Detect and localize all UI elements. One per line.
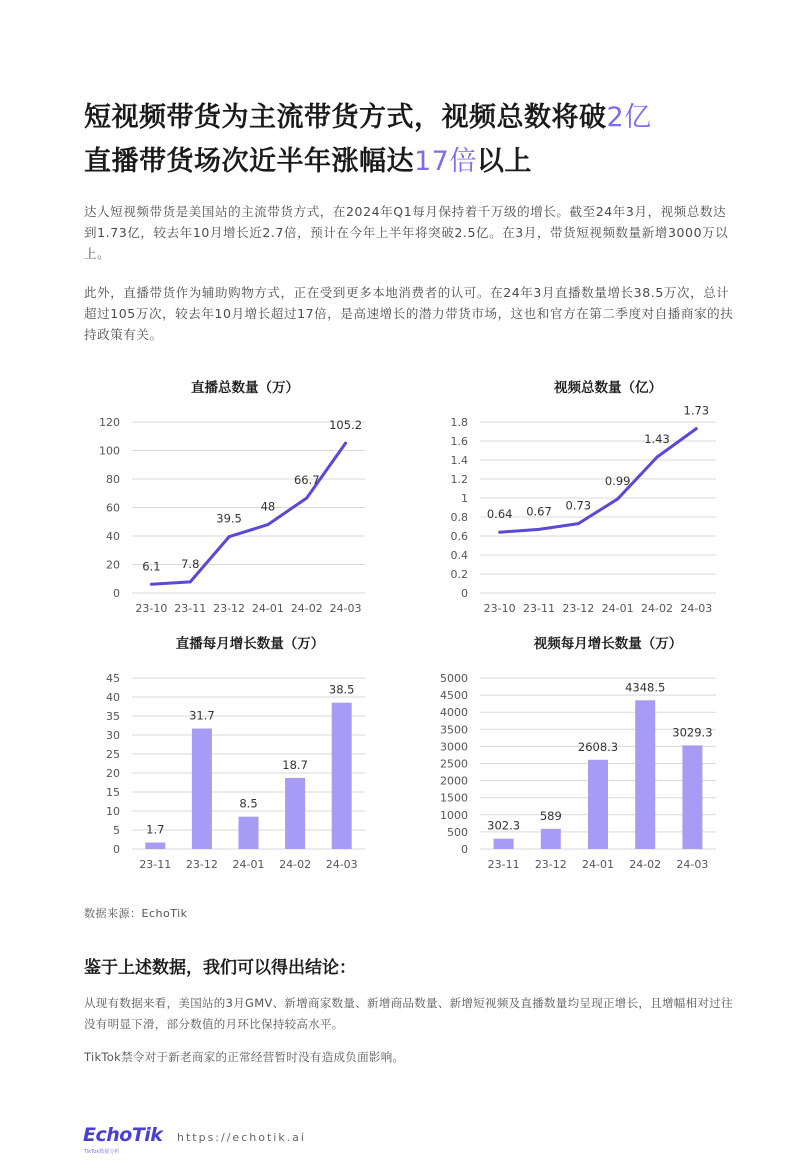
x-tick-label: 23-12 [562, 602, 595, 615]
x-tick-label: 23-11 [523, 602, 555, 615]
y-tick-label: 0.2 [450, 568, 468, 581]
chart-live-monthly [80, 628, 380, 878]
y-tick-label: 1 [461, 492, 468, 505]
data-label: 4348.5 [625, 680, 666, 695]
data-label: 0.64 [486, 507, 513, 522]
y-tick-label: 1.4 [450, 454, 468, 467]
data-label: 39.5 [216, 511, 242, 526]
data-label: 8.5 [239, 796, 258, 811]
x-tick-label: 23-12 [213, 602, 246, 615]
data-label: 0.73 [565, 498, 592, 513]
data-label: 302.3 [487, 818, 521, 833]
y-tick-label: 3500 [440, 723, 468, 737]
y-tick-label: 3000 [440, 740, 468, 754]
bar [588, 760, 608, 849]
echotik-logo-subtitle: TikTok数据分析 [84, 1149, 120, 1155]
y-tick-label: 1.8 [450, 416, 468, 429]
data-point [150, 583, 153, 586]
x-tick-label: 24-02 [629, 858, 662, 871]
y-tick-label: 25 [106, 748, 120, 761]
data-label: 2608.3 [577, 739, 619, 754]
page-title [84, 96, 652, 184]
title-line-2: 直播带货场次近半年涨幅达17倍以上 [84, 146, 532, 177]
y-tick-label: 4500 [440, 689, 468, 703]
data-label: 31.7 [189, 708, 215, 723]
y-tick-label: 80 [106, 473, 120, 486]
chart-video-total-svg [420, 372, 730, 622]
bar [541, 829, 561, 849]
title-highlight-2: 17倍 [414, 146, 477, 177]
title-line-1: 短视频带货为主流带货方式，视频总数将破2亿 [84, 102, 652, 133]
y-tick-label: 1.6 [450, 435, 468, 448]
y-tick-label: 0 [461, 587, 468, 600]
bar [682, 745, 702, 849]
chart-video-monthly [420, 628, 730, 878]
x-tick-label: 24-02 [641, 602, 673, 615]
data-point [695, 427, 698, 430]
data-source: 数据来源：EchoTik [84, 907, 188, 920]
data-label: 1.7 [146, 822, 165, 837]
footer-url-link[interactable]: https://echotik.ai [177, 1131, 306, 1144]
data-point [305, 496, 308, 499]
data-label: 3029.3 [672, 725, 713, 740]
y-tick-label: 35 [106, 710, 120, 723]
chart-live-total-svg [80, 372, 380, 622]
conclusion-item-1: 从现有数据来看，美国站的3月GMV、新增商家数量、新增商品数量、新增短视频及直播数量均呈现正增长，且增幅相对过往没有明显下滑，部分数值的月环比保持较高水平。 [84, 996, 733, 1031]
y-tick-label: 0.8 [450, 511, 468, 524]
y-tick-label: 45 [106, 672, 120, 685]
data-label: 66.7 [293, 472, 320, 487]
chart-title: 视频总数量（亿） [554, 380, 662, 396]
y-tick-label: 20 [106, 767, 120, 780]
y-tick-label: 1.2 [450, 473, 468, 486]
data-point [344, 442, 347, 445]
x-tick-label: 23-10 [483, 602, 516, 615]
y-tick-label: 40 [106, 691, 120, 704]
x-tick-label: 24-02 [279, 858, 312, 871]
data-label: 0.99 [604, 473, 631, 488]
conclusion-item-2: TikTok禁令对于新老商家的正常经营暂时没有造成负面影响。 [84, 1050, 405, 1064]
y-tick-label: 15 [106, 786, 120, 799]
chart-title: 直播每月增长数量（万） [175, 636, 325, 652]
x-tick-label: 24-02 [290, 602, 323, 615]
data-label: 589 [539, 808, 562, 823]
x-tick-label: 24-03 [676, 858, 709, 871]
y-tick-label: 60 [106, 501, 120, 515]
y-tick-label: 0 [113, 587, 120, 600]
x-tick-label: 24-03 [325, 858, 358, 871]
data-point [577, 522, 580, 525]
chart-live-monthly-svg [80, 628, 380, 878]
y-tick-label: 40 [106, 530, 120, 543]
data-label: 1.43 [644, 432, 670, 447]
y-tick-label: 500 [447, 825, 468, 839]
chart-live-total [80, 372, 380, 622]
x-tick-label: 23-11 [487, 858, 520, 871]
bar [239, 817, 259, 849]
bar [145, 843, 165, 849]
data-label: 105.2 [329, 418, 363, 433]
data-label: 6.1 [142, 559, 161, 574]
y-tick-label: 2000 [440, 774, 468, 788]
data-point [266, 523, 269, 526]
y-tick-label: 0 [461, 843, 468, 856]
data-point [498, 531, 501, 534]
data-point [228, 535, 231, 538]
x-tick-label: 23-12 [534, 858, 567, 871]
data-point [616, 497, 619, 500]
x-tick-label: 23-11 [139, 858, 172, 871]
x-tick-label: 23-10 [135, 602, 168, 615]
x-tick-label: 24-01 [582, 858, 614, 871]
x-tick-label: 24-01 [232, 858, 265, 871]
y-tick-label: 10 [106, 805, 120, 818]
bar [285, 778, 305, 849]
chart-video-total [420, 372, 730, 622]
data-label: 38.5 [328, 682, 355, 697]
chart-title: 直播总数量（万） [191, 380, 299, 396]
title-highlight-1: 2亿 [606, 102, 652, 133]
bar [635, 700, 655, 849]
chart-video-monthly-svg [420, 628, 730, 878]
data-point [656, 456, 659, 459]
y-tick-label: 5000 [440, 672, 468, 685]
y-tick-label: 2500 [440, 757, 468, 771]
y-tick-label: 0.6 [450, 530, 468, 543]
bar [494, 839, 514, 849]
y-tick-label: 1000 [440, 808, 468, 822]
data-label: 18.7 [282, 757, 308, 772]
y-tick-label: 1500 [440, 791, 468, 805]
bar [332, 703, 352, 849]
y-tick-label: 0.4 [450, 549, 468, 562]
intro-paragraph-1: 达人短视频带货是美国站的主流带货方式，在2024年Q1每月保持着千万级的增长。截至24年3月，视频总数达到1.73亿，较去年10月增长近2.7倍，预计在今年上半年将突破2.5亿。在3月，带货短视频数量新增3000万以上。 [84, 204, 729, 261]
echotik-logo: EchoTik [83, 1124, 163, 1146]
chart-title: 视频每月增长数量（万） [533, 636, 683, 652]
data-label: 7.8 [181, 556, 200, 571]
data-label: 48 [260, 499, 276, 514]
conclusion-title: 鉴于上述数据，我们可以得出结论： [84, 958, 356, 978]
y-tick-label: 20 [106, 558, 120, 572]
y-tick-label: 30 [106, 729, 120, 742]
x-tick-label: 24-01 [251, 602, 284, 615]
y-tick-label: 120 [99, 416, 120, 429]
intro-paragraph-2: 此外，直播带货作为辅助购物方式，正在受到更多本地消费者的认可。在24年3月直播数量增长38.5万次，总计超过105万次，较去年10月增长超过17倍，是高速增长的潜力带货市场，这也和官方在第二季度对自播商家的扶持政策有关。 [84, 285, 734, 342]
x-tick-label: 23-11 [174, 602, 207, 615]
bar [192, 729, 212, 849]
x-tick-label: 23-12 [185, 858, 218, 871]
x-tick-label: 24-01 [601, 602, 634, 615]
data-label: 1.73 [683, 403, 710, 418]
data-point [538, 528, 541, 531]
x-tick-label: 24-03 [329, 602, 362, 615]
y-tick-label: 4000 [440, 706, 468, 720]
y-tick-label: 0 [113, 843, 120, 856]
data-point [189, 580, 192, 583]
data-label: 0.67 [526, 504, 552, 519]
y-tick-label: 5 [113, 824, 120, 837]
y-tick-label: 100 [99, 444, 120, 458]
x-tick-label: 24-03 [680, 602, 713, 615]
